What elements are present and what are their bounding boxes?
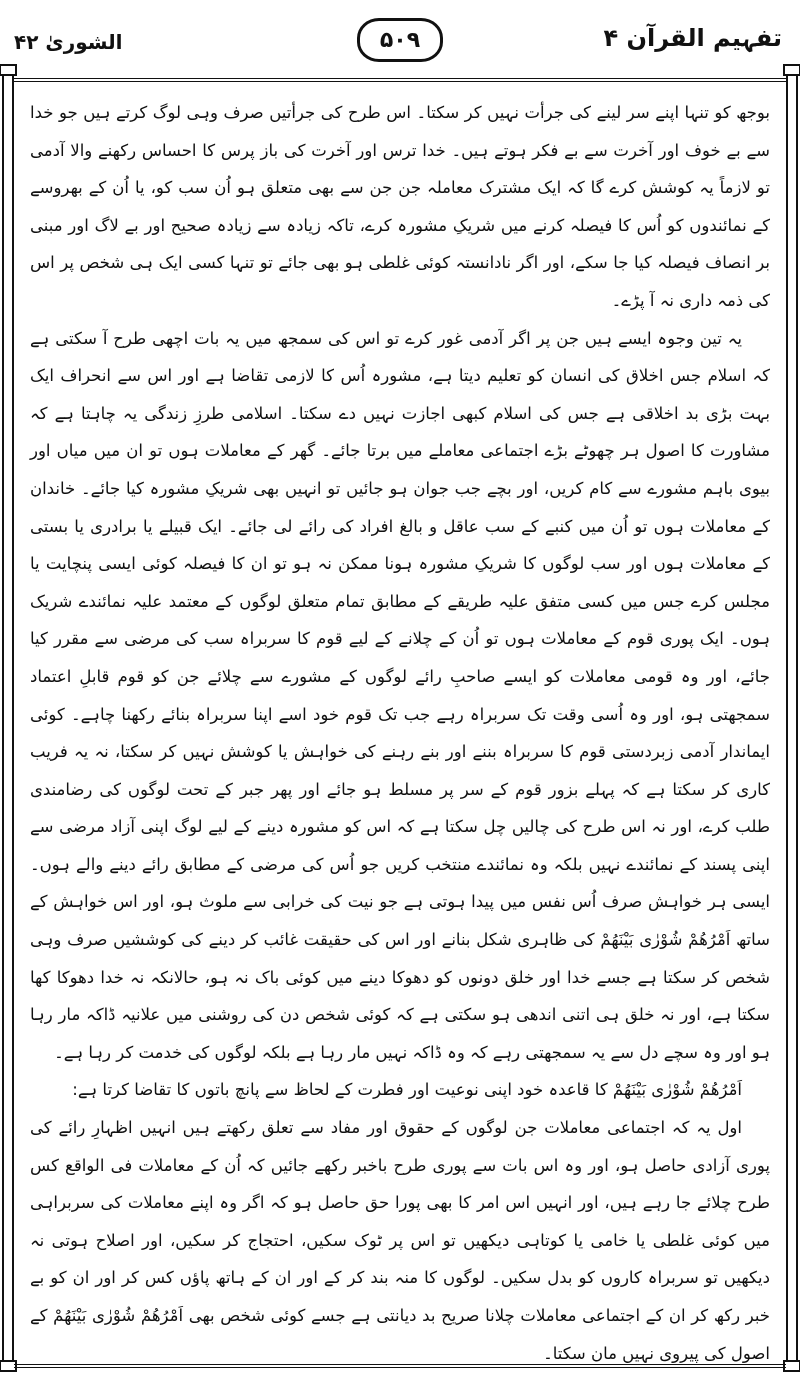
paragraph-4: اول یہ کہ اجتماعی معاملات جن لوگوں کے حقوق اور مفاد سے تعلق رکھتے ہیں انہیں اظہارِ رائے کی پوری آزادی حاصل ہو، اور وہ اس بات سے پوری طرح باخبر رکھے جائیں کہ اُن کے معاملات فی الواقع کس طرح چلائے جا رہے ہیں، اور انہیں اس امر کا بھی پورا حق حاصل ہو کہ اگر وہ اپنے معاملات کی سربراہی میں کوئی غلطی یا خامی یا کوتاہی دیکھیں تو اس پر ٹوک سکیں، احتجاج کر سکیں، اور اصلاح ہوتی نہ دیکھیں تو سربراہ کاروں کو بدل سکیں۔ لوگوں کا منہ بند کر کے اور ان کے ہاتھ پاؤں کس کر اور ان کو بے خبر رکھ کر ان کے اجتماعی معاملات چلانا صریح بد دیانتی ہے جسے کوئی شخص بھی اَمْرُهُمْ شُوْرٰى بَيْنَهُمْ کے اصول کی پیروی نہیں مان سکتا۔ [30, 1118, 770, 1363]
page-number-badge [357, 18, 443, 62]
left-border-pillar [2, 64, 14, 1372]
body-text [30, 94, 770, 1363]
page-number: ۵۰۹ [379, 27, 421, 53]
paragraph-2: یہ تین وجوہ ایسے ہیں جن پر اگر آدمی غور کرے تو اس کی سمجھ میں یہ بات اچھی طرح آ سکتی ہے کہ اسلام جس اخلاق کی انسان کو تعلیم دیتا ہے، مشورہ اُس کا لازمی تقاضا ہے اور اس سے انحراف ایک بہت بڑی بد اخلاقی ہے جس کی اسلام کبھی اجازت نہیں دے سکتا۔ اسلامی طرزِ زندگی یہ چاہتا ہے کہ مشاورت کا اصول ہر چھوٹے بڑے اجتماعی معاملے میں برتا جائے۔ گھر کے معاملات ہوں تو ان میں میاں اور بیوی باہم مشورے سے کام کریں، اور بچے جب جوان ہو جائیں تو انہیں بھی شریکِ مشورہ کیا جائے۔ خاندان کے معاملات ہوں تو اُن میں کنبے کے سب عاقل و بالغ افراد کی رائے لی جائے۔ ایک قبیلے یا برادری یا بستی کے معاملات ہوں اور سب لوگوں کا شریکِ مشورہ ہونا ممکن نہ ہو تو ان کا فیصلہ کوئی ایسی پنچایت یا مجلس کرے جس میں کسی متفق علیہ طریقے کے مطابق تمام متعلق لوگوں کے معتمد علیہ نمائندے شریک ہوں۔ ایک پوری قوم کے معاملات ہوں تو اُن کے چلانے کے لیے قوم کا سربراہ سب کی مرضی سے مقرر کیا جائے، اور وہ قومی معاملات کو ایسے صاحبِ رائے لوگوں کے مشورے سے چلائے جن کو قوم قابلِ اعتماد سمجھتی ہو، اور وہ اُسی وقت تک سربراہ رہے جب تک قوم خود اسے اپنا سربراہ بنائے رکھنا چاہے۔ کوئی ایماندار آدمی زبردستی قوم کا سربراہ بننے اور بنے رہنے کی خواہش یا کوشش نہیں کر سکتا، نہ یہ فریب کاری کر سکتا ہے کہ پہلے بزور قوم کے سر پر مسلط ہو جائے اور پھر جبر کے تحت لوگوں کی رضامندی طلب کرے، اور نہ اس طرح کی چالیں چل سکتا ہے کہ اس کو مشورہ دینے کے لیے لوگ اپنی آزاد مرضی سے اپنی پسند کے نمائندے نہیں بلکہ وہ نمائندے منتخب کریں جو اُس کی مرضی کے مطابق رائے دینے والے ہوں۔ ایسی ہر خواہش صرف اُس نفس میں پیدا ہوتی ہے جو نیت کی خرابی سے ملوث ہو، اور اس خواہش کے ساتھ اَمْرُهُمْ شُوْرٰى بَيْنَهُمْ کی ظاہری شکل بنانے اور اس کی حقیقت غائب کر دینے کی کوششیں صرف وہی شخص کر سکتا ہے جسے خدا اور خلق دونوں کو دھوکا دینے میں کوئی باک نہ ہو، حالانکہ نہ خدا دھوکا کھا سکتا ہے، اور نہ خلق ہی اتنی اندھی ہو سکتی ہے کہ کوئی شخص دن کی روشنی میں علانیہ ڈاکہ مار رہا ہو اور وہ سچے دل سے یہ سمجھتی رہے کہ وہ ڈاکہ نہیں مار رہا ہے بلکہ لوگوں کی خدمت کر رہا ہے۔ [30, 328, 770, 1062]
book-title: تفہیم القرآن ۴ [603, 24, 782, 52]
paragraph-1: بوجھ کو تنہا اپنے سر لینے کی جرأت نہیں کر سکتا۔ اس طرح کی جرأتیں صرف وہی لوگ کرتے ہیں جو خدا سے بے خوف اور آخرت سے بے فکر ہوتے ہیں۔ خدا ترس اور آخرت کی باز پرس کا احساس رکھنے والا آدمی تو لازماً یہ کوشش کرے گا کہ ایک مشترک معاملہ جن جن سے بھی متعلق ہو اُن سب کو، یا اُن کے بھروسے کے نمائندوں کو اُس کا فیصلہ کرنے میں شریکِ مشورہ کرے، تاکہ زیادہ سے زیادہ صحیح اور بے لاگ اور مبنی بر انصاف فیصلہ کیا جا سکے، اور اگر نادانستہ کوئی غلطی ہو بھی جائے تو تنہا کسی ایک ہی شخص پر اس کی ذمہ داری نہ آ پڑے۔ [30, 103, 770, 310]
pillar-cap [0, 64, 17, 76]
page-header [0, 0, 800, 78]
surah-reference: الشوریٰ ۴۲ [14, 30, 123, 54]
paragraph-3: اَمْرُهُمْ شُوْرٰى بَيْنَهُمْ کا قاعدہ خود اپنی نوعیت اور فطرت کے لحاظ سے پانچ باتوں کا تقاضا کرتا ہے: [72, 1080, 742, 1100]
right-border-pillar [786, 64, 798, 1372]
pillar-cap [783, 64, 800, 76]
